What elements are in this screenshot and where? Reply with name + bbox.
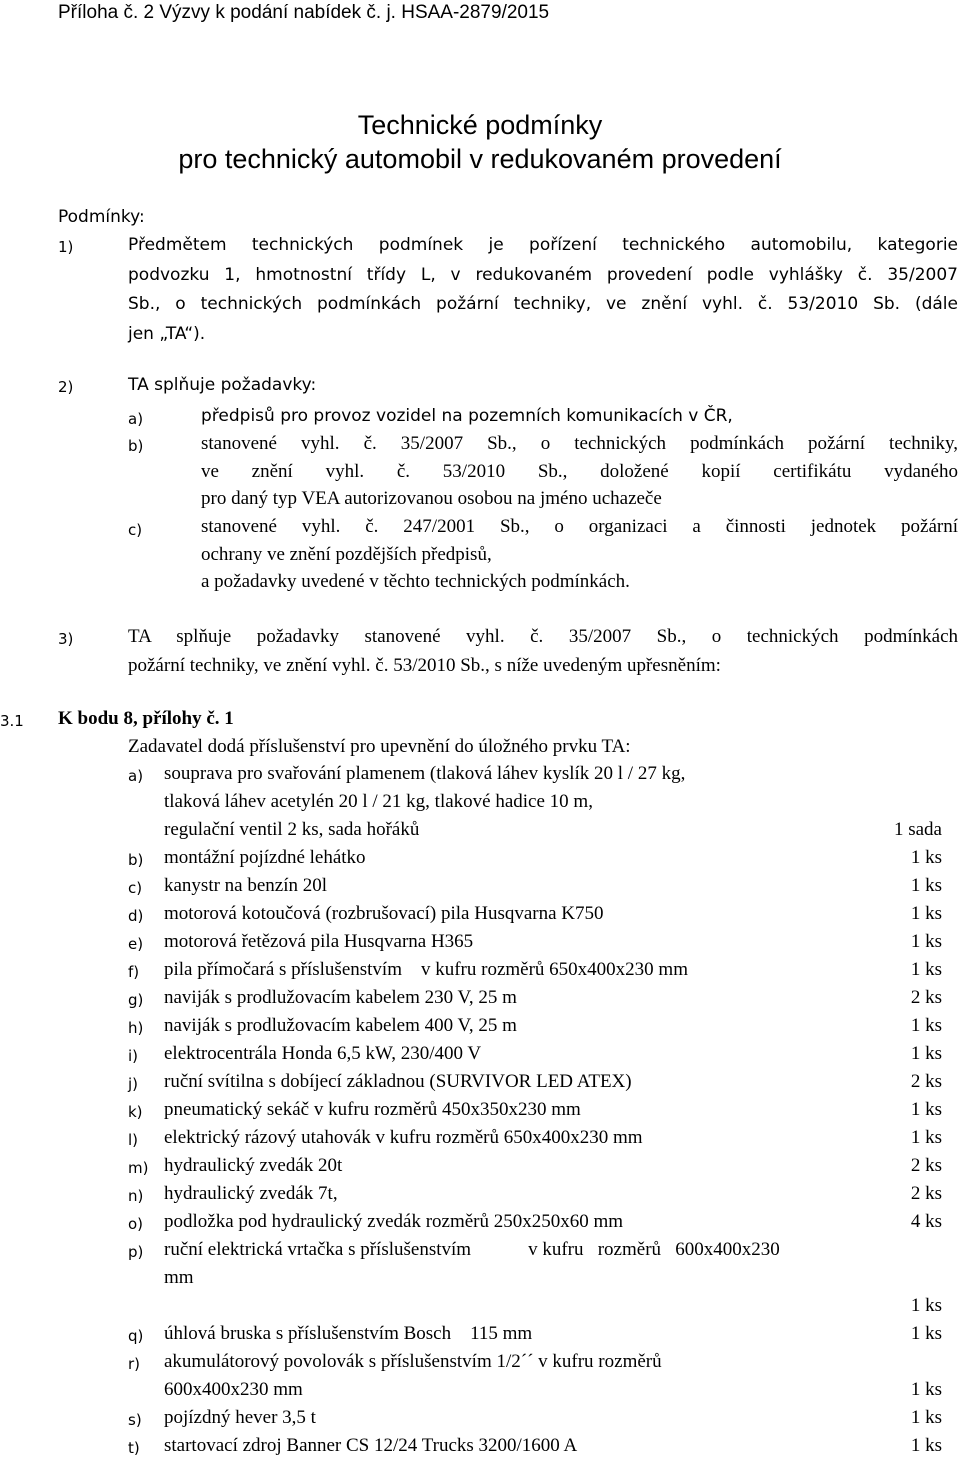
item-label: o) xyxy=(128,1215,144,1233)
section-2-item-line: pro daný typ VEA autorizovanou osobou na jméno uchazeče xyxy=(201,488,662,509)
item-text: 600x400x230 mm xyxy=(164,1379,303,1400)
item-label: f) xyxy=(128,963,140,981)
item-text: motorová kotoučová (rozbrušovací) pila Husqvarna K750 xyxy=(164,903,604,924)
item-text: souprava pro svařování plamenem (tlaková láhev kyslík 20 l / 27 kg, xyxy=(164,763,686,784)
subsection-intro: Zadavatel dodá příslušenství pro upevnění do úložného prvku TA: xyxy=(128,736,631,757)
item-quantity: 1 sada xyxy=(893,819,942,840)
item-quantity: 1 ks xyxy=(910,931,942,952)
section-1-line: Předmětem technických podmínek je pořízení technického automobilu, kategorie xyxy=(128,235,958,255)
section-3-line: požární techniky, ve znění vyhl. č. 53/2010 Sb., s níže uvedeným upřesněním: xyxy=(128,655,721,676)
item-label: a) xyxy=(128,767,144,785)
item-quantity: 1 ks xyxy=(910,1407,942,1428)
item-label: p) xyxy=(128,1243,144,1261)
section-1-line: podvozku 1, hmotnostní třídy L, v redukovaném provedení podle vyhlášky č. 35/2007 xyxy=(128,265,958,285)
item-text: tlaková láhev acetylén 20 l / 21 kg, tlakové hadice 10 m, xyxy=(164,791,593,812)
item-label: t) xyxy=(128,1439,140,1457)
section-3-number: 3) xyxy=(58,630,74,648)
section-1-number: 1) xyxy=(58,238,74,256)
item-text: startovací zdroj Banner CS 12/24 Trucks 3200/1600 A xyxy=(164,1435,578,1456)
document-title-line-1: Technické podmínky xyxy=(357,110,603,140)
item-text: naviják s prodlužovacím kabelem 400 V, 25 m xyxy=(164,1015,517,1036)
item-quantity: 2 ks xyxy=(910,987,942,1008)
item-label: h) xyxy=(128,1019,144,1037)
item-quantity: 1 ks xyxy=(910,1127,942,1148)
item-label: r) xyxy=(128,1355,141,1373)
item-quantity: 1 ks xyxy=(910,1043,942,1064)
item-text: mm xyxy=(164,1267,194,1288)
item-label: g) xyxy=(128,991,144,1009)
document-header: Příloha č. 2 Výzvy k podání nabídek č. j. HSAA-2879/2015 xyxy=(58,2,550,23)
section-2-item-label: a) xyxy=(128,410,144,428)
section-2-number: 2) xyxy=(58,378,74,396)
section-3-line: TA splňuje požadavky stanovené vyhl. č. 35/2007 Sb., o technických podmínkách xyxy=(128,626,958,647)
item-label: s) xyxy=(128,1411,142,1429)
item-quantity: 1 ks xyxy=(910,1379,942,1400)
section-2-item-line: ve znění vyhl. č. 53/2010 Sb., doložené kopií certifikátu vydaného xyxy=(201,461,958,482)
item-quantity: 2 ks xyxy=(910,1155,942,1176)
item-label: n) xyxy=(128,1187,144,1205)
section-2-item-label: c) xyxy=(128,521,143,539)
item-label: e) xyxy=(128,935,144,953)
item-quantity: 2 ks xyxy=(910,1071,942,1092)
item-quantity: 4 ks xyxy=(910,1211,942,1232)
item-quantity: 1 ks xyxy=(910,903,942,924)
section-1-line: Sb., o technických podmínkách požární techniky, ve znění vyhl. č. 53/2010 Sb. (dále xyxy=(128,294,958,314)
section-2-item-line: ochrany ve znění pozdějších předpisů, xyxy=(201,544,492,565)
item-text: naviják s prodlužovacím kabelem 230 V, 25 m xyxy=(164,987,517,1008)
item-quantity: 1 ks xyxy=(910,1435,942,1456)
item-text: pojízdný hever 3,5 t xyxy=(164,1407,316,1428)
item-label: b) xyxy=(128,851,144,869)
item-label: m) xyxy=(128,1159,149,1177)
item-text: ruční svítilna s dobíjecí základnou (SURVIVOR LED ATEX) xyxy=(164,1071,632,1092)
item-quantity: 1 ks xyxy=(910,959,942,980)
document-title-line-2: pro technický automobil v redukovaném provedení xyxy=(178,144,782,174)
item-text: elektrický rázový utahovák v kufru rozměrů 650x400x230 mm xyxy=(164,1127,643,1148)
section-2-item-line: stanovené vyhl. č. 247/2001 Sb., o organizaci a činnosti jednotek požární xyxy=(201,516,958,537)
item-text: akumulátorový povolovák s příslušenstvím 1/2´´ v kufru rozměrů xyxy=(164,1351,662,1372)
item-label: l) xyxy=(128,1131,139,1149)
item-text: regulační ventil 2 ks, sada hořáků xyxy=(164,819,420,840)
item-quantity: 1 ks xyxy=(910,1323,942,1344)
section-2-intro: TA splňuje požadavky: xyxy=(128,375,317,395)
item-text: montážní pojízdné lehátko xyxy=(164,847,366,868)
item-label: i) xyxy=(128,1047,139,1065)
item-label: j) xyxy=(128,1075,139,1093)
item-quantity: 1 ks xyxy=(910,1015,942,1036)
section-2-item-label: b) xyxy=(128,437,144,455)
item-text: podložka pod hydraulický zvedák rozměrů 250x250x60 mm xyxy=(164,1211,624,1232)
subsection-heading: K bodu 8, přílohy č. 1 xyxy=(58,708,234,729)
conditions-label: Podmínky: xyxy=(58,207,145,227)
item-label: q) xyxy=(128,1327,144,1345)
item-quantity: 1 ks xyxy=(910,1099,942,1120)
item-text: úhlová bruska s příslušenstvím Bosch 115 mm xyxy=(164,1323,533,1344)
section-2-item-line: stanovené vyhl. č. 35/2007 Sb., o technických podmínkách požární techniky, xyxy=(201,433,958,454)
section-2-item-line: a požadavky uvedené v těchto technických podmínkách. xyxy=(201,571,630,592)
section-1-line: jen „TA“). xyxy=(128,324,206,344)
item-quantity: 1 ks xyxy=(910,847,942,868)
item-quantity: 1 ks xyxy=(910,875,942,896)
item-label: c) xyxy=(128,879,143,897)
section-2-item-line: předpisů pro provoz vozidel na pozemních komunikacích v ČR, xyxy=(201,406,733,426)
subsection-number: 3.1 xyxy=(0,712,24,730)
item-quantity: 2 ks xyxy=(910,1183,942,1204)
item-text: elektrocentrála Honda 6,5 kW, 230/400 V xyxy=(164,1043,482,1064)
item-text: motorová řetězová pila Husqvarna H365 xyxy=(164,931,474,952)
item-text: hydraulický zvedák 7t, xyxy=(164,1183,338,1204)
item-text: kanystr na benzín 20l xyxy=(164,875,328,896)
item-label: k) xyxy=(128,1103,143,1121)
item-text: pneumatický sekáč v kufru rozměrů 450x350x230 mm xyxy=(164,1099,581,1120)
item-text: hydraulický zvedák 20t xyxy=(164,1155,343,1176)
item-text: ruční elektrická vrtačka s příslušenstvím v kufru rozměrů 600x400x230 xyxy=(164,1239,780,1260)
item-text: pila přímočará s příslušenstvím v kufru rozměrů 650x400x230 mm xyxy=(164,959,688,980)
item-label: d) xyxy=(128,907,144,925)
item-quantity: 1 ks xyxy=(910,1295,942,1316)
